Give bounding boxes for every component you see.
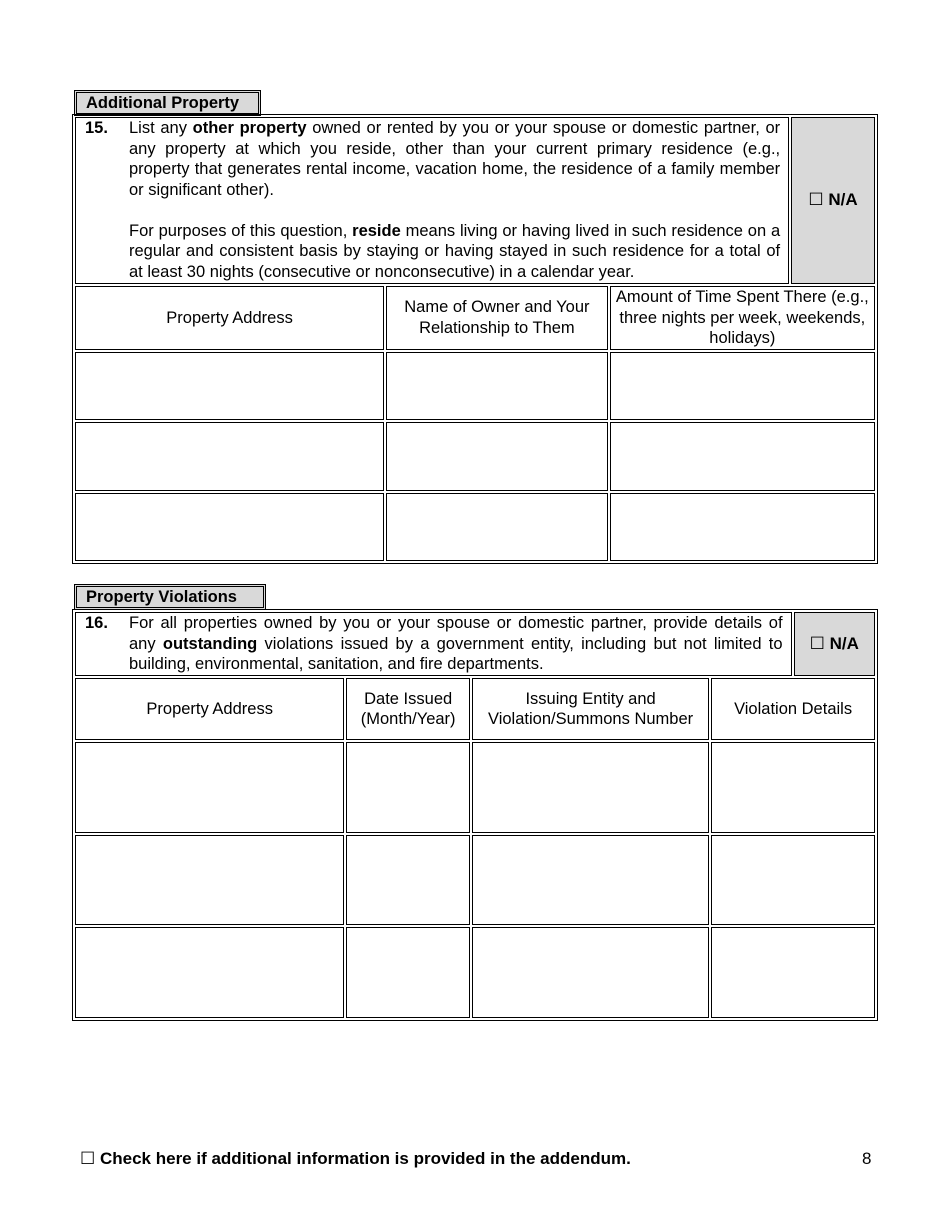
page-number: 8 [862,1149,872,1168]
property-address-field[interactable] [75,352,384,420]
column-header-owner-relationship: Name of Owner and Your Relationship to Them [386,286,608,350]
additional-property-header: Additional Property [74,90,261,116]
property-address-field[interactable] [75,493,384,561]
question-16-number: 16. [85,614,108,632]
date-issued-field[interactable] [346,927,470,1018]
column-header-time-spent: Amount of Time Spent There (e.g., three nights per week, weekends, holidays) [610,286,875,350]
owner-relationship-field[interactable] [386,422,608,490]
violation-details-field[interactable] [711,835,875,926]
issuing-entity-field[interactable] [472,927,709,1018]
owner-relationship-field[interactable] [386,493,608,561]
na-checkbox-icon[interactable]: ☐ [809,633,825,653]
column-header-property-address: Property Address [75,286,384,350]
question-15-number: 15. [85,119,108,137]
column-header-property-address: Property Address [75,678,344,740]
column-header-violation-details: Violation Details [711,678,875,740]
additional-property-table [72,114,878,564]
na-checkbox-icon[interactable]: ☐ [808,190,824,210]
addendum-checkbox-icon[interactable]: ☐ [80,1149,96,1168]
issuing-entity-field[interactable] [472,742,709,833]
date-issued-field[interactable] [346,742,470,833]
time-spent-field[interactable] [610,352,875,420]
column-header-issuing-entity: Issuing Entity and Violation/Summons Number [472,678,709,740]
date-issued-field[interactable] [346,835,470,926]
time-spent-field[interactable] [610,493,875,561]
na-label: N/A [828,190,858,210]
property-address-field[interactable] [75,927,344,1018]
property-address-field[interactable] [75,422,384,490]
na-label: N/A [829,633,859,653]
property-address-field[interactable] [75,835,344,926]
question-16-text: For all properties owned by you or your spouse or domestic partner, provide details of any outstanding violations issued by a government entity, including but not limited to building, environmental, sanitation, and fire departments. [129,614,783,674]
property-address-field[interactable] [75,742,344,833]
addendum-check-label: Check here if additional information is provided in the addendum. [99,1149,631,1168]
column-header-date-issued: Date Issued (Month/Year) [346,678,470,740]
time-spent-field[interactable] [610,422,875,490]
owner-relationship-field[interactable] [386,352,608,420]
question-15-cell [75,117,789,284]
question-15-text: List any other property owned or rented by you or your spouse or domestic partner, or any property at which you reside, other than your current primary residence (e.g., property that generates rental income, vacation home, the residence of a family member or significant other). For purposes of this question, reside means living or having lived in such residence on a regular and consistent basis by staying or having stayed in such residence for a total of at least 30 nights (consecutive or nonconsecutive) in a calendar year. [129,119,781,281]
question-15-na-option[interactable] [791,117,875,284]
violation-details-field[interactable] [711,742,875,833]
question-16-na-option[interactable] [794,612,875,676]
property-violations-header: Property Violations [74,584,266,610]
question-16-cell [75,612,792,676]
issuing-entity-field[interactable] [472,835,709,926]
addendum-check-option[interactable] [80,1149,631,1169]
violation-details-field[interactable] [711,927,875,1018]
property-violations-table [72,609,878,1021]
